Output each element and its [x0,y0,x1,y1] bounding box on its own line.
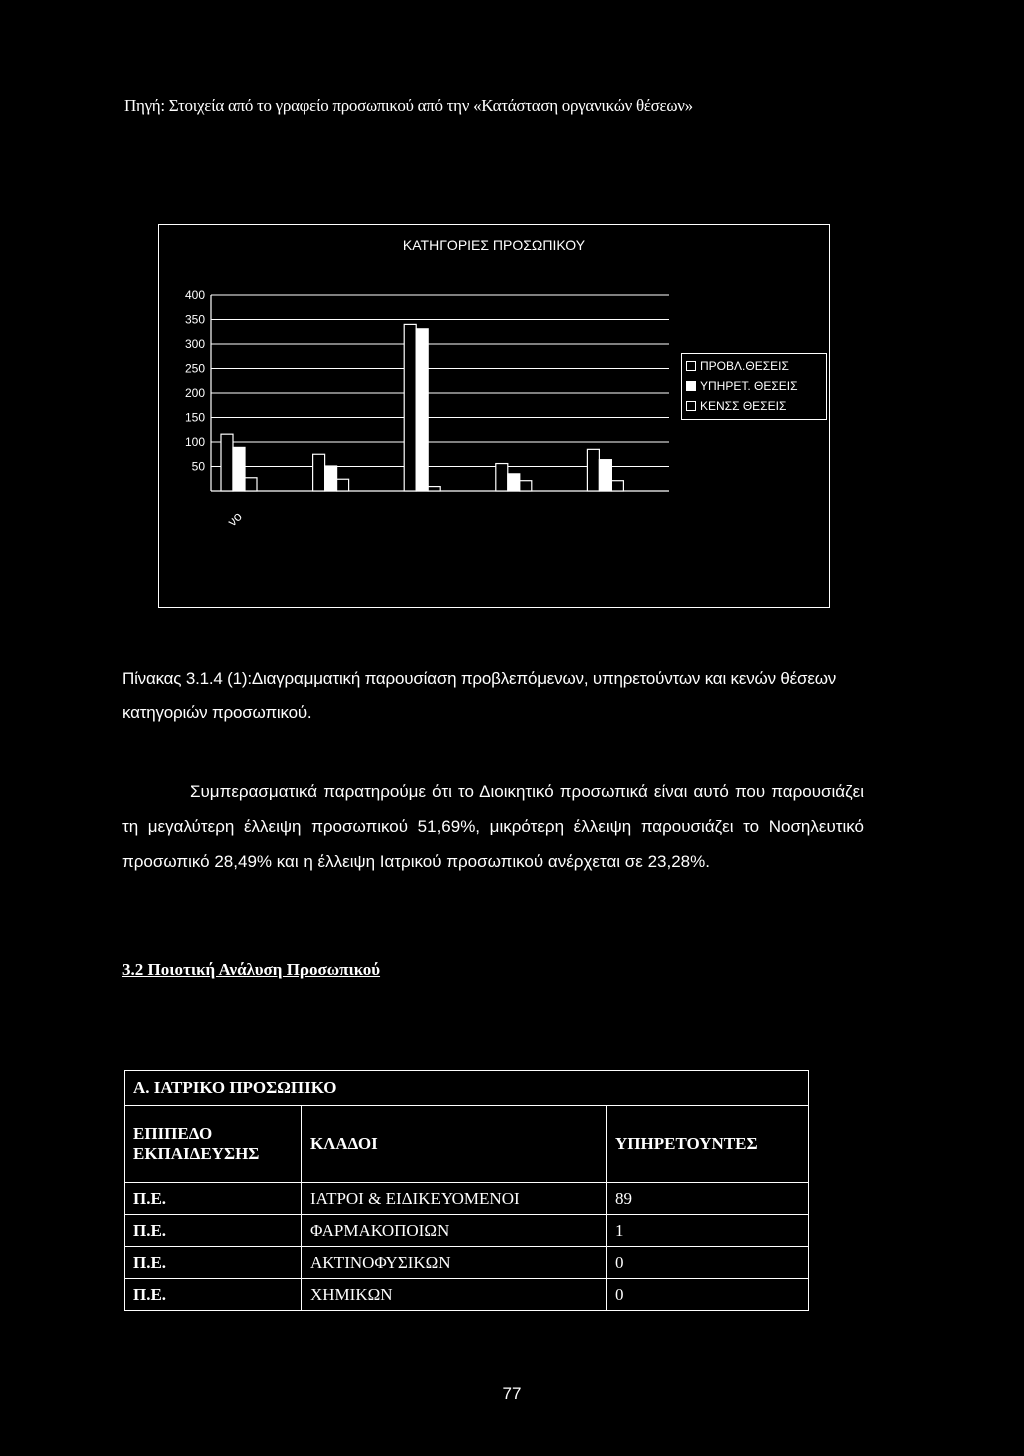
bar [611,481,623,491]
cell-level: Π.Ε. [125,1247,302,1279]
bar [404,324,416,491]
legend-item-vacant [686,396,826,416]
figure-caption: Πίνακας 3.1.4 (1):Διαγραμματική παρουσίαση προβλεπόμενων, υπηρετούντων και κενών θέσεων κατηγοριών προσωπικού. [122,669,837,722]
y-tick-label: 350 [184,312,205,327]
header-level: ΕΠΙΠΕΔΟ ΕΚΠΑΙΔΕΥΣΗΣ [125,1106,302,1183]
bar [428,487,440,491]
bar [313,454,325,491]
legend-item-serving [686,376,826,396]
cell-branch: ΧΗΜΙΚΩΝ [302,1279,607,1311]
legend-item-planned [686,356,826,376]
paragraph-text: Συμπερασματικά παρατηρούμε ότι το Διοικητικό προσωπικά είναι αυτό που παρουσιάζει τη μεγαλύτερη έλλειψη προσωπικού 51,69%, μικρότερη έλλειψη παρουσιάζει το Νοσηλευτικό προσωπικό 28,49% και η έλλειψη Ιατρικού προσωπικού ανέρχεται σε 23,28%. [122,782,864,871]
bar [221,434,233,491]
y-tick-label: 300 [184,337,205,351]
y-tick-label: 400 [184,288,205,302]
page-number: 77 [502,1384,522,1403]
bar [325,466,337,491]
section-heading: 3.2 Ποιοτική Ανάλυση Προσωπικού [122,960,381,979]
y-tick-label: 150 [184,410,205,425]
bar [587,449,599,491]
legend-label-serving: ΥΠΗΡΕΤ. ΘΕΣΕΙΣ [700,379,798,393]
legend-swatch-serving [686,381,696,391]
cell-branch: ΙΑΤΡΟΙ & ΕΙΔΙΚΕΥΟΜΕΝΟΙ [302,1183,607,1215]
cell-level: Π.Ε. [125,1183,302,1215]
legend-swatch-planned [686,361,696,371]
y-tick-label: 50 [191,459,205,474]
bar [245,478,257,491]
cell-branch: ΑΚΤΙΝΟΦΥΣΙΚΩΝ [302,1247,607,1279]
cell-level: Π.Ε. [125,1215,302,1247]
table-row [125,1215,809,1247]
cell-level: Π.Ε. [125,1279,302,1311]
bar [508,474,520,491]
table-header-row [125,1106,809,1183]
table-row [125,1183,809,1215]
y-tick-label: 200 [184,386,205,400]
table-row [125,1247,809,1279]
bar [496,464,508,491]
table-title-row [125,1071,809,1106]
body-paragraph [122,774,864,879]
cell-count: 0 [607,1279,809,1311]
x-category-label: νο [224,508,245,530]
chart-title: ΚΑΤΗΓΟΡΙΕΣ ΠΡΟΣΩΠΙΚΟΥ [402,237,586,253]
legend-label-vacant: ΚΕΝΣΣ ΘΕΣΕΙΣ [700,399,787,413]
cell-count: 1 [607,1215,809,1247]
source-line: Πηγή: Στοιχεία από το γραφείο προσωπικού από την «Κατάσταση οργανικών θέσεων» [124,96,693,115]
cell-count: 89 [607,1183,809,1215]
bar [520,481,532,491]
cell-count: 0 [607,1247,809,1279]
medical-staff-table [124,1070,809,1311]
bar-chart [158,224,830,608]
chart-legend [681,353,827,420]
bar [337,479,349,491]
header-branch: ΚΛΑΔΟΙ [302,1106,607,1183]
legend-swatch-vacant [686,401,696,411]
table-row [125,1279,809,1311]
table-title: Α. ΙΑΤΡΙΚΟ ΠΡΟΣΩΠΙΚΟ [125,1071,809,1106]
bar [416,329,428,491]
y-tick-label: 250 [184,361,205,376]
y-tick-label: 100 [184,435,205,449]
legend-label-planned: ΠΡΟΒΛ.ΘΕΣΕΙΣ [700,359,789,373]
cell-branch: ΦΑΡΜΑΚΟΠΟΙΩΝ [302,1215,607,1247]
bar [599,460,611,491]
bar [233,447,245,491]
header-serving: ΥΠΗΡΕΤΟΥΝΤΕΣ [607,1106,809,1183]
